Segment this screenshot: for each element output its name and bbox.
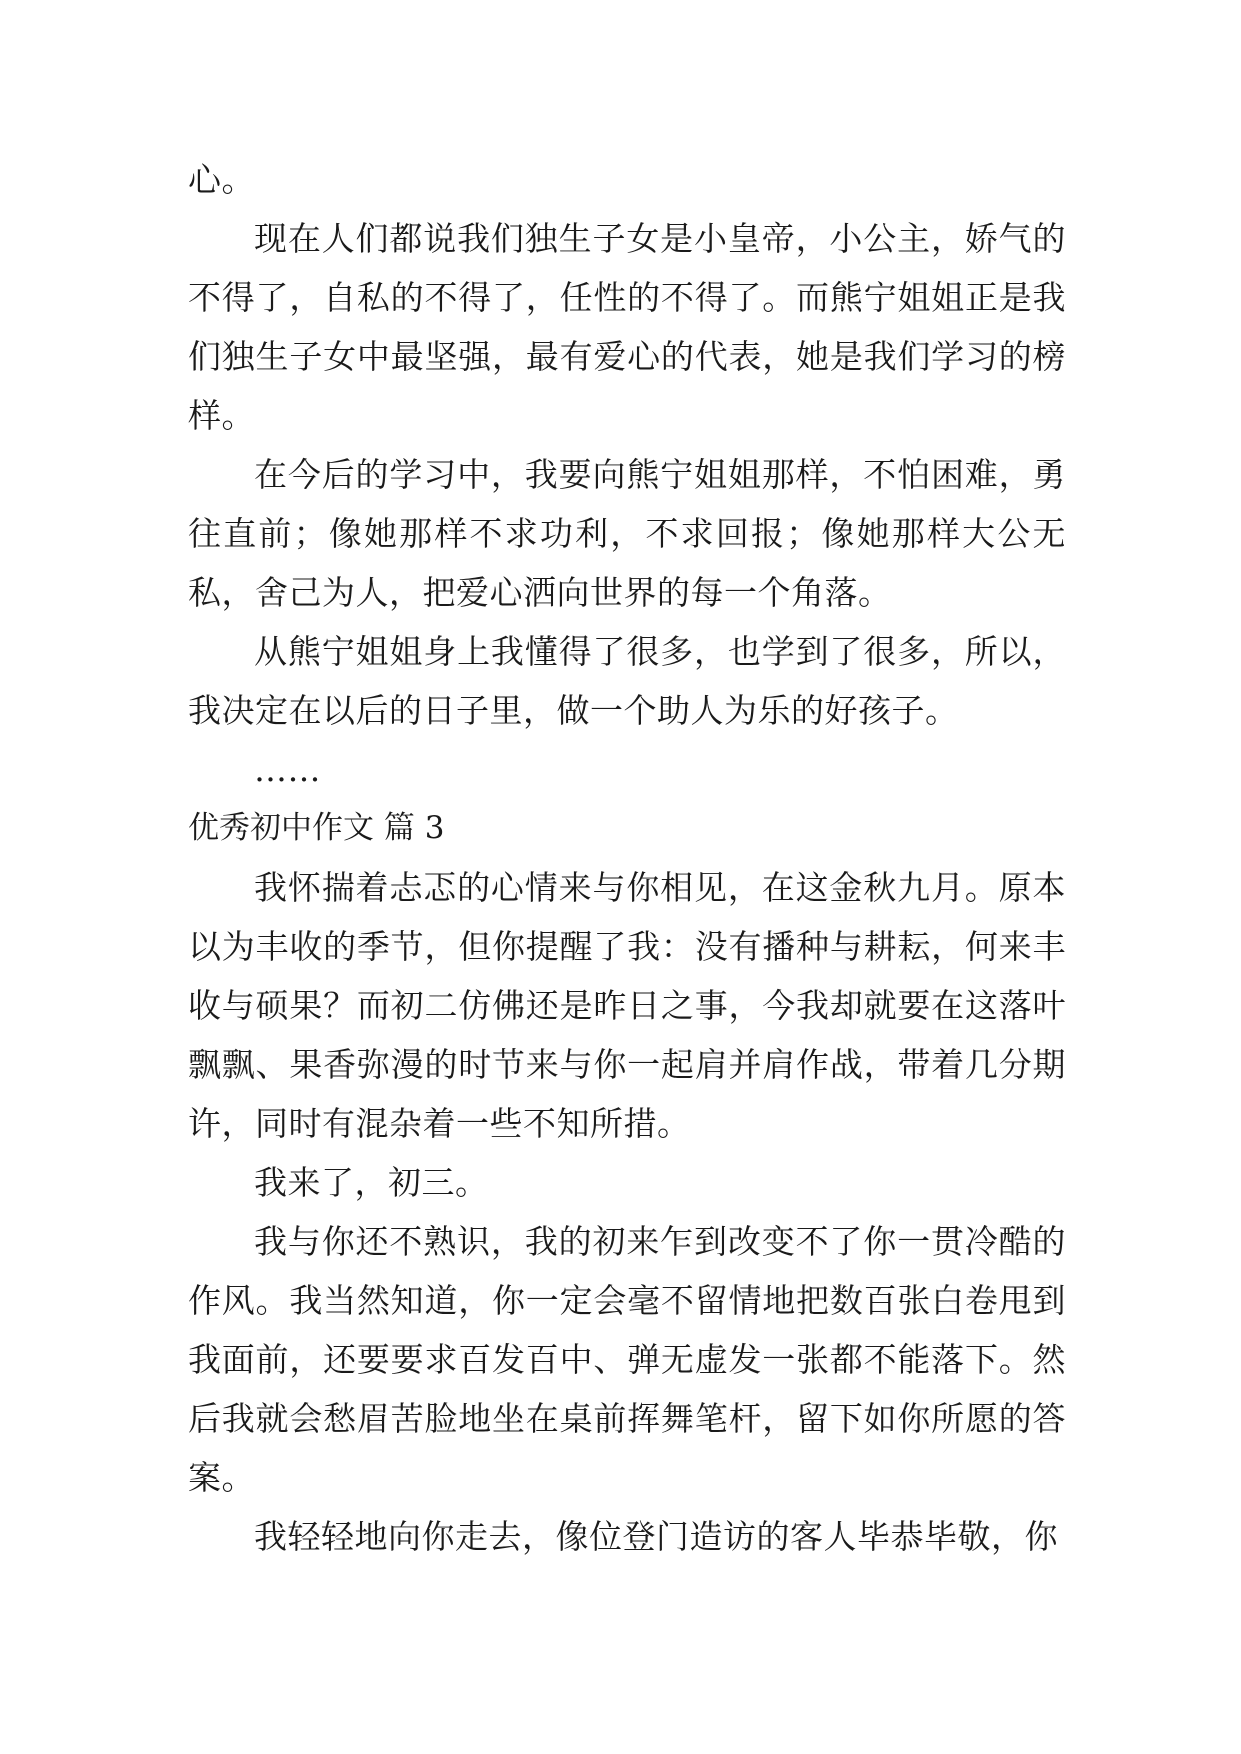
section-heading: 优秀初中作文 篇 3 (188, 810, 445, 846)
paragraph: 我与你还不熟识，我的初来乍到改变不了你一贯冷酷的作风。我当然知道，你一定会毫不留情地把数百张白卷甩到我面前，还要要求百发百中、弹无虚发一张都不能落下。然后我就会愁眉苦脸地坐在桌前挥舞笔杆，留下如你所愿的答案。 (188, 1222, 1066, 1497)
ellipsis-text: …… (254, 750, 321, 789)
document-body (188, 150, 1066, 1566)
paragraph-continuation: 心。 (188, 160, 255, 199)
paragraph: 从熊宁姐姐身上我懂得了很多，也学到了很多，所以，我决定在以后的日子里，做一个助人为乐的好孩子。 (188, 632, 1066, 730)
paragraph: 现在人们都说我们独生子女是小皇帝，小公主，娇气的不得了，自私的不得了，任性的不得了。而熊宁姐姐正是我们独生子女中最坚强，最有爱心的代表，她是我们学习的榜样。 (188, 219, 1066, 435)
paragraph: 在今后的学习中，我要向熊宁姐姐那样，不怕困难，勇往直前；像她那样不求功利，不求回报；像她那样大公无私，舍己为人，把爱心洒向世界的每一个角落。 (188, 455, 1066, 612)
paragraph: 我来了，初三。 (254, 1163, 489, 1202)
paragraph: 我怀揣着忐忑的心情来与你相见，在这金秋九月。原本以为丰收的季节，但你提醒了我：没有播种与耕耘，何来丰收与硕果？而初二仿佛还是昨日之事，今我却就要在这落叶飘飘、果香弥漫的时节来与你一起肩并肩作战，带着几分期许，同时有混杂着一些不知所措。 (188, 868, 1066, 1143)
paragraph: 我轻轻地向你走去，像位登门造访的客人毕恭毕敬，你 (254, 1517, 1058, 1556)
